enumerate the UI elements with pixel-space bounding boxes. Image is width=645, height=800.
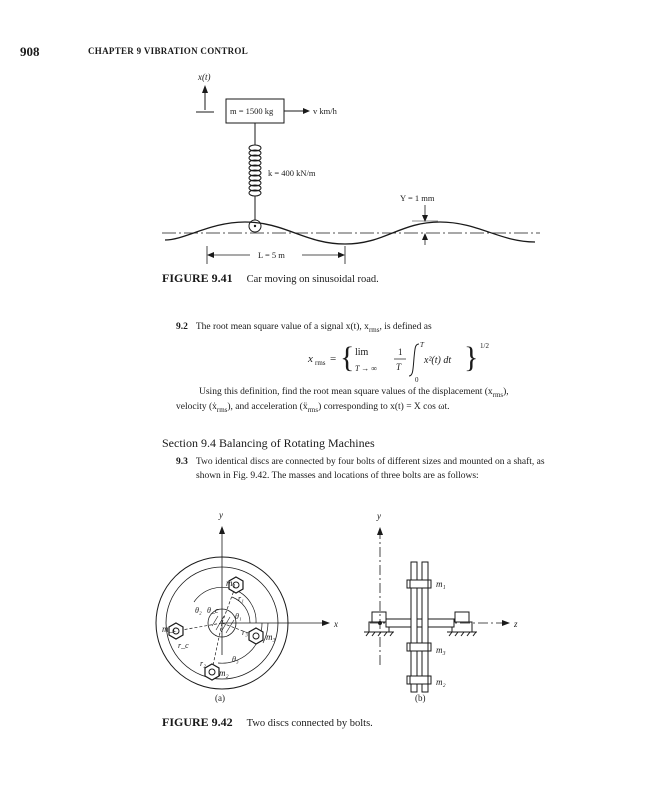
svg-text:m₂: m₂: [436, 677, 446, 687]
svg-text:1/2: 1/2: [480, 342, 489, 350]
svg-text:{: {: [340, 341, 355, 374]
svg-text:y: y: [377, 511, 381, 521]
svg-text:r₁: r₁: [238, 594, 244, 603]
problem-9-2-intro: 9.2 The root mean square value of a signal x(t), $x_{rms}$, is defined as: [176, 322, 432, 334]
figure-9-41: [0, 0, 645, 290]
page-number: 908: [20, 44, 40, 59]
svg-text:m₂: m₂: [219, 668, 229, 678]
b-shaft: [386, 619, 454, 627]
svg-text:r₃: r₃: [242, 628, 248, 637]
svg-text:x: x: [334, 619, 338, 629]
svg-text:0: 0: [415, 376, 419, 384]
subfig-a-label: (a): [215, 693, 225, 703]
figure-9-41-caption: [162, 271, 379, 286]
problem-number: 9.2: [176, 322, 188, 332]
spring-label: k = 400 kN/m: [268, 168, 316, 178]
svg-text:1: 1: [398, 347, 403, 357]
svg-text:m₃: m₃: [436, 645, 446, 655]
wavelength-label: L = 5 m: [258, 250, 285, 260]
figure-9-42: [0, 500, 645, 730]
svg-text:lim: lim: [355, 347, 369, 358]
svg-text:y: y: [219, 510, 223, 520]
bolt-m2: [205, 664, 219, 680]
svg-text:m₁: m₁: [436, 579, 446, 589]
b-bolt-m1: [407, 580, 431, 588]
caption-text: Car moving on sinusoidal road.: [246, 274, 379, 285]
mass-label: m = 1500 kg: [230, 106, 274, 116]
svg-text:θ_c: θ_c: [207, 606, 219, 615]
svg-text:z: z: [514, 619, 518, 629]
problem-9-2-body: Using this definition, find the root mean square values of the displacement $(x_{rms})$,: [199, 387, 509, 399]
velocity-label: v km/h: [313, 106, 337, 116]
svg-text:r_c: r_c: [178, 641, 189, 650]
subfig-b-label: (b): [415, 693, 426, 703]
svg-text:=: =: [330, 353, 337, 365]
svg-text:m₁: m₁: [226, 578, 236, 588]
running-header: CHAPTER 9 VIBRATION CONTROL: [88, 46, 249, 56]
caption-text: Two discs connected by bolts.: [246, 718, 373, 729]
svg-text:T: T: [420, 341, 424, 349]
svg-text:T: T: [396, 362, 402, 372]
xt-label: x(t): [198, 72, 211, 82]
svg-text:m₃: m₃: [266, 632, 276, 642]
svg-text:r₂: r₂: [200, 659, 206, 668]
bolt-m3: [249, 628, 263, 644]
svg-text:θ₃: θ₃: [232, 655, 239, 664]
problem-9-3-line2: shown in Fig. 9.42. The masses and locations of three bolts are as follows:: [196, 471, 479, 481]
svg-text:m_c: m_c: [162, 624, 177, 634]
section-title: Section 9.4 Balancing of Rotating Machines: [162, 436, 375, 450]
svg-text:θ₂: θ₂: [195, 606, 202, 615]
amplitude-label: Y = 1 mm: [400, 193, 435, 203]
problem-9-2-body-2: velocity (ẋ$_{rms}$), and acceleration (ẍ$_{rms}$) corresponding to x(t) = X cos ωt.: [176, 402, 450, 414]
svg-text:T → ∞: T → ∞: [355, 364, 378, 373]
svg-text:rms: rms: [315, 359, 326, 367]
problem-9-3-line1: 9.3 Two identical discs are connected by four bolts of different sizes and mounted on a shaft, as: [176, 457, 545, 467]
svg-text:x: x: [308, 353, 313, 365]
spring: [249, 145, 261, 196]
svg-text:x²(t) dt: x²(t) dt: [424, 355, 452, 366]
b-bolt-m3: [407, 643, 431, 651]
svg-text:θ₁: θ₁: [235, 612, 242, 621]
rms-equation: [300, 338, 520, 384]
figure-9-42-caption: [162, 715, 373, 730]
caption-number: FIGURE 9.42: [162, 715, 233, 729]
b-bolt-m2: [407, 676, 431, 684]
caption-number: FIGURE 9.41: [162, 271, 233, 285]
svg-text:}: }: [464, 341, 479, 374]
